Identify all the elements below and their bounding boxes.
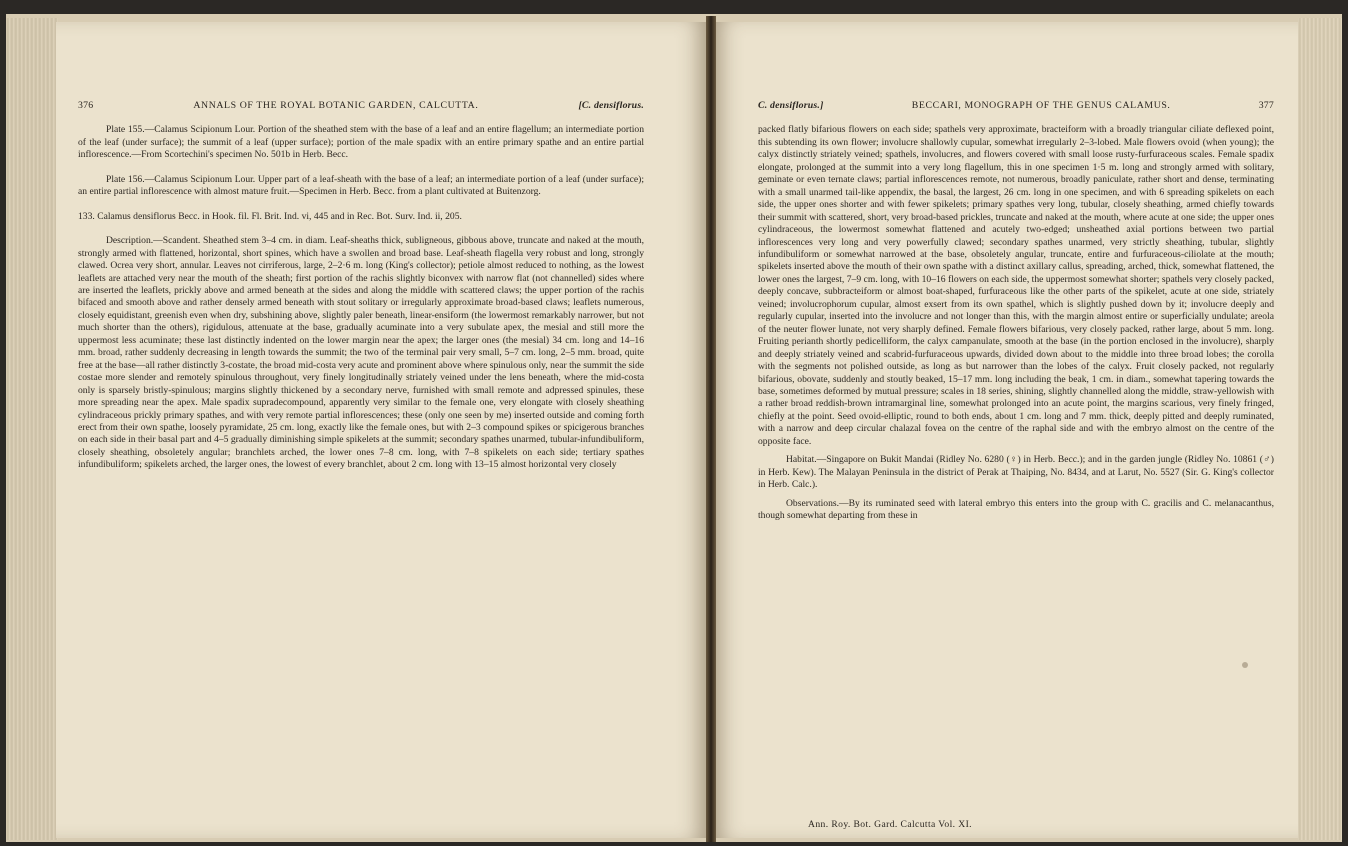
right-short-title: C. densiflorus.] [758,100,824,111]
plate-156-caption: Plate 156.—Calamus Scipionum Lour. Upper part of a leaf-sheath with the base of a leaf; an intermediate portion of a leaf (under surface); an entire partial inflorescence with almost mature fruit.—Specimen in Herb. Becc. from a plant cultivated at Buitenzorg. [78,173,644,198]
plate-155-caption: Plate 155.—Calamus Scipionum Lour. Portion of the sheathed stem with the base of a leaf and an entire flagellum; an intermediate portion of the leaf (under surface); the summit of a leaf (upper surface); portion of the male spadix with an entire primary spathe and an entire partial inflorescence.—From Scortechini's specimen No. 501b in Herb. Becc. [78,124,644,161]
journal-footer: Ann. Roy. Bot. Gard. Calcutta Vol. XI. [808,819,972,830]
right-page-text [758,100,1274,523]
right-header-title: BECCARI, MONOGRAPH OF THE GENUS CALAMUS. [911,100,1171,111]
left-page-text [78,100,644,472]
left-running-head [78,100,644,112]
species-heading: 133. Calamus densiflorus Becc. in Hook. fil. Fl. Brit. Ind. vi, 445 and in Rec. Bot. Surv. Ind. ii, 205. [78,210,462,222]
paper-speck [1242,662,1248,668]
habitat-paragraph: Habitat.—Singapore on Bukit Mandai (Ridley No. 6280 (♀) in Herb. Becc.); and in the garden jungle (Ridley No. 10861 (♂) in Herb. Kew). The Malayan Peninsula in the district of Perak at Thaiping, No. 8434, and at Larut, No. 5527 (Sir. G. King's collector in Herb. Calc.). [758,454,1274,491]
left-page-edges [6,18,58,840]
right-running-head [758,100,1274,112]
right-page-number: 377 [1258,100,1274,111]
left-page-number: 376 [78,100,94,111]
left-page [56,22,708,838]
left-header-title: ANNALS OF THE ROYAL BOTANIC GARDEN, CALCUTTA. [193,100,479,111]
book-gutter [706,16,716,842]
right-page-edges [1298,18,1342,840]
right-page [712,22,1298,838]
description-paragraph: Description.—Scandent. Sheathed stem 3–4 cm. in diam. Leaf-sheaths thick, subligneous, gibbous above, truncate and naked at the mouth, strongly armed with flattened, horizontal, short spines, which have a swollen and broad base. Leaf-sheath flagella very robust and long, strongly clawed. Ocrea very short, annular. Leaves not cirriferous, large, 2–2·6 m. long (King's collector); petiole almost reduced to nothing, as the lowest leaflets are attached very near the mouth of the sheath; first portion of the rachis slightly biconvex with narrow flat (not channelled) sides where are inserted the leaflets, prickly above and armed beneath at the sides and along the middle with scattered claws; the upper portion of the rachis bifaced and smooth above and rather densely armed beneath with stout solitary or irregularly approximate broad-based claws; leaflets numerous, closely equidistant, greenish even when dry, subshining above, slightly paler beneath, linear-ensiform (the lowermost remarkably narrower, but not much shorter than the others), rigidulous, attenuate at the base, gradually acuminate into a very subulate apex, the mesial and still more the uppermost less acuminate; these last distinctly indented on the lower margin near the apex; the larger ones (the mesial) 34 cm. long and 14–16 mm. broad, rather suddenly decreasing in length towards the summit; the two of the terminal pair very small, 5–7 cm. long, 2–5 mm. broad, quite free at the base—all rather distinctly 3-costate, the broad mid-costa very acute and prominent above where spinulous only, near the summit the side costae more slender and remotely spinulous throughout, very finely longitudinally striately veined under the lens beneath, where the mid-costa only is sparsely bristly-spinulous; margins slightly thickened by a secondary nerve, furnished with small remote and adpressed spinules, these more spreading near the apex. Male spadix supradecompound, apparently very similar to the female one, very elongate with closely sheathing cylindraceous prickly primary spathes, and with very remote partial inflorescences; these (only one seen by me) inserted outside and coming forth erect from their own spathe, loosely pyramidate, 25 cm. long, exactly like the female ones, but with 2–3 compound spikes or spicigerous branches on each side in their basal part and 4–5 gradually diminishing simple spikelets at the summit; secondary spathes unarmed, tubular-infundibuliform, closely sheathing, obsoletely angular; branchlets arched, the lower ones 7–8 cm. long, with 7–8 spikelets on each side; tertiary spathes infundibuliform; spikelets arched, the larger ones, the lowest of every branchlet, about 2 cm. long with 13–15 almost horizontal very closely [78,235,644,471]
description-continued: packed flatly bifarious flowers on each side; spathels very approximate, bracteiform with a broadly triangular ciliate deflexed point, this subtending its own flower; involucre shallowly cupular, somewhat irregularly 2–3-lobed. Male flowers ovoid (when young); the calyx distinctly striately veined; spathels, involucres, and flowers covered with small loose rusty-furfuraceous scales. Female spadix elongate, prolonged at the summit into a very long flagellum, this in one specimen 1·5 m. long and strongly armed with solitary, geminate or even ternate claws; partial inflorescences remote, not numerous, broadly paniculate, rather short and dense, terminating with a small unarmed tail-like appendix, the basal, the largest, 26 cm. long in one specimen, and with 6 spreading spikelets on each side, the upper ones shorter and with fewer spikelets; primary spathes very long, tubular, closely sheathing, armed chiefly towards their summit with scattered, short, very broad-based prickles, truncate and naked at the mouth, where acute at one side; the upper ones cylindraceous, the lowermost somewhat flattened and acutely two-edged; unsheathed axial portions between two partial inflorescences very long and very powerfully clawed; secondary spathes unarmed, very strictly sheathing, tubular, slightly infundibuliform or somewhat narrowed at the base, obsoletely angular, truncate, entire and furfuraceous-ciliolate at the mouth; spikelets inserted above the mouth of their own spathe with a distinct axillary callus, spreading, arched, thick, somewhat flattened, the lower ones the largest, 7–9 cm. long, with 10–16 flowers on each side, the uppermost somewhat shorter; spathels very closely packed, deeply concave, subbracteiform or almost boat-shaped, furfuraceous like the other parts of the spikelet, acute at one side, striately veined; involucrophorum cupular, almost exsert from its own spathel, which is slightly pushed down by it; involucre deeply and regularly cupular, inserted into the involucre and not longer than this, with the margin almost entire or superficially undulate; areola of the neuter flower lunate, not very sharply defined. Female flowers bifarious, very closely packed, rather large, about 5 mm. long. Fruiting perianth shortly pedicelliform, the calyx campanulate, smooth at the base (in the portion enclosed in the involucre), sharply and deeply striately veined and scabrid-furfuraceous upwards, divided down about to the middle into three broad lobes; the corolla with the segments not polished outside, as long as but narrower than the lobes of the calyx. Fruit closely packed, not regularly bifarious, obovate, suddenly and stoutly beaked, 15–17 mm. long including the beak, 1 cm. in diam., somewhat tapering towards the base, sometimes deformed by mutual pressure; scales in 18 series, shining, slightly channelled along the middle, straw-yellowish with a rather broad reddish-brown intramarginal line, somewhat prolonged into an acute point, the margins scarious, very finely fringed, chiefly at the point. Seed ovoid-elliptic, round to both ends, about 1 cm. long and 7 mm. thick, deeply pitted and deeply ruminated, with a narrow and deep circular chalazal fovea on the centre of the raphal side and with the embryo almost on the centre of the opposite face. [758,124,1274,447]
left-short-title: [C. densiflorus. [578,100,644,111]
observations-paragraph: Observations.—By its ruminated seed with lateral embryo this enters into the group with C. gracilis and C. melanacanthus, though somewhat departing from these in [758,497,1274,522]
